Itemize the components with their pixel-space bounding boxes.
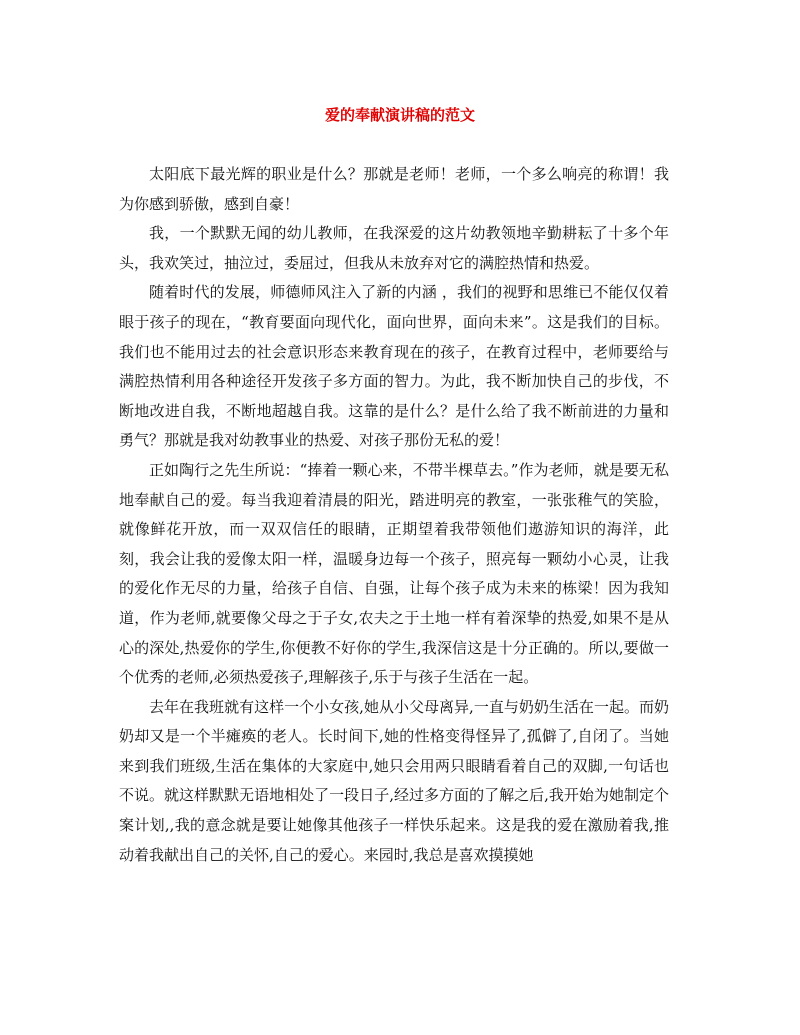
paragraph: 正如陶行之先生所说：“捧着一颗心来，不带半棵草去。”作为老师，就是要无私地奉献自己的爱。每当我迎着清晨的阳光，踏进明亮的教室，一张张稚气的笑脸，就像鲜花开放，而一双双信任的眼睛，正期望着我带领他们遨游知识的海洋，此刻，我会让我的爱像太阳一样，温暖身边每一个孩子，照亮每一颗幼小心灵，让我的爱化作无尽的力量，给孩子自信、自强，让每个孩子成为未来的栋梁！因为我知道，作为老师,就要像父母之于子女,农夫之于土地一样有着深挚的热爱,如果不是从心的深处,热爱你的学生,你便教不好你的学生,我深信这是十分正确的。所以,要做一个优秀的老师,必须热爱孩子,理解孩子,乐于与孩子生活在一起。: [119, 460, 669, 687]
document-body: [119, 160, 669, 870]
paragraph: 随着时代的发展，师德师风注入了新的内涵 ，我们的视野和思维已不能仅仅着眼于孩子的现在，“教育要面向现代化，面向世界，面向未来”。这是我们的目标。我们也不能用过去的社会意识形态来教育现在的孩子，在教育过程中，老师要给与满腔热情利用各种途径开发孩子多方面的智力。为此，我不断加快自己的步伐，不断地改进自我，不断地超越自我。这靠的是什么？是什么给了我不断前进的力量和勇气？那就是我对幼教事业的热爱、对孩子那份无私的爱！: [119, 283, 669, 450]
paragraph: 去年在我班就有这样一个小女孩,她从小父母离异,一直与奶奶生活在一起。而奶奶却又是一个半瘫痪的老人。长时间下,她的性格变得怪异了,孤僻了,自闭了。当她来到我们班级,生活在集体的大家庭中,她只会用两只眼睛看着自己的双脚,一句话也不说。就这样默默无语地相处了一段日子,经过多方面的了解之后,我开始为她制定个案计划,,我的意念就是要让她像其他孩子一样快乐起来。这是我的爱在激励着我,推动着我献出自己的关怀,自己的爱心。来园时,我总是喜欢摸摸她: [119, 697, 669, 864]
document-title: 爱的奉献演讲稿的范文: [324, 106, 475, 124]
paragraph: 我，一个默默无闻的幼儿教师，在我深爱的这片幼教领地辛勤耕耘了十多个年头，我欢笑过，抽泣过，委屈过，但我从未放弃对它的满腔热情和热爱。: [119, 224, 669, 272]
paragraph: 太阳底下最光辉的职业是什么？那就是老师！老师，一个多么响亮的称谓！我为你感到骄傲，感到自豪！: [119, 165, 669, 213]
